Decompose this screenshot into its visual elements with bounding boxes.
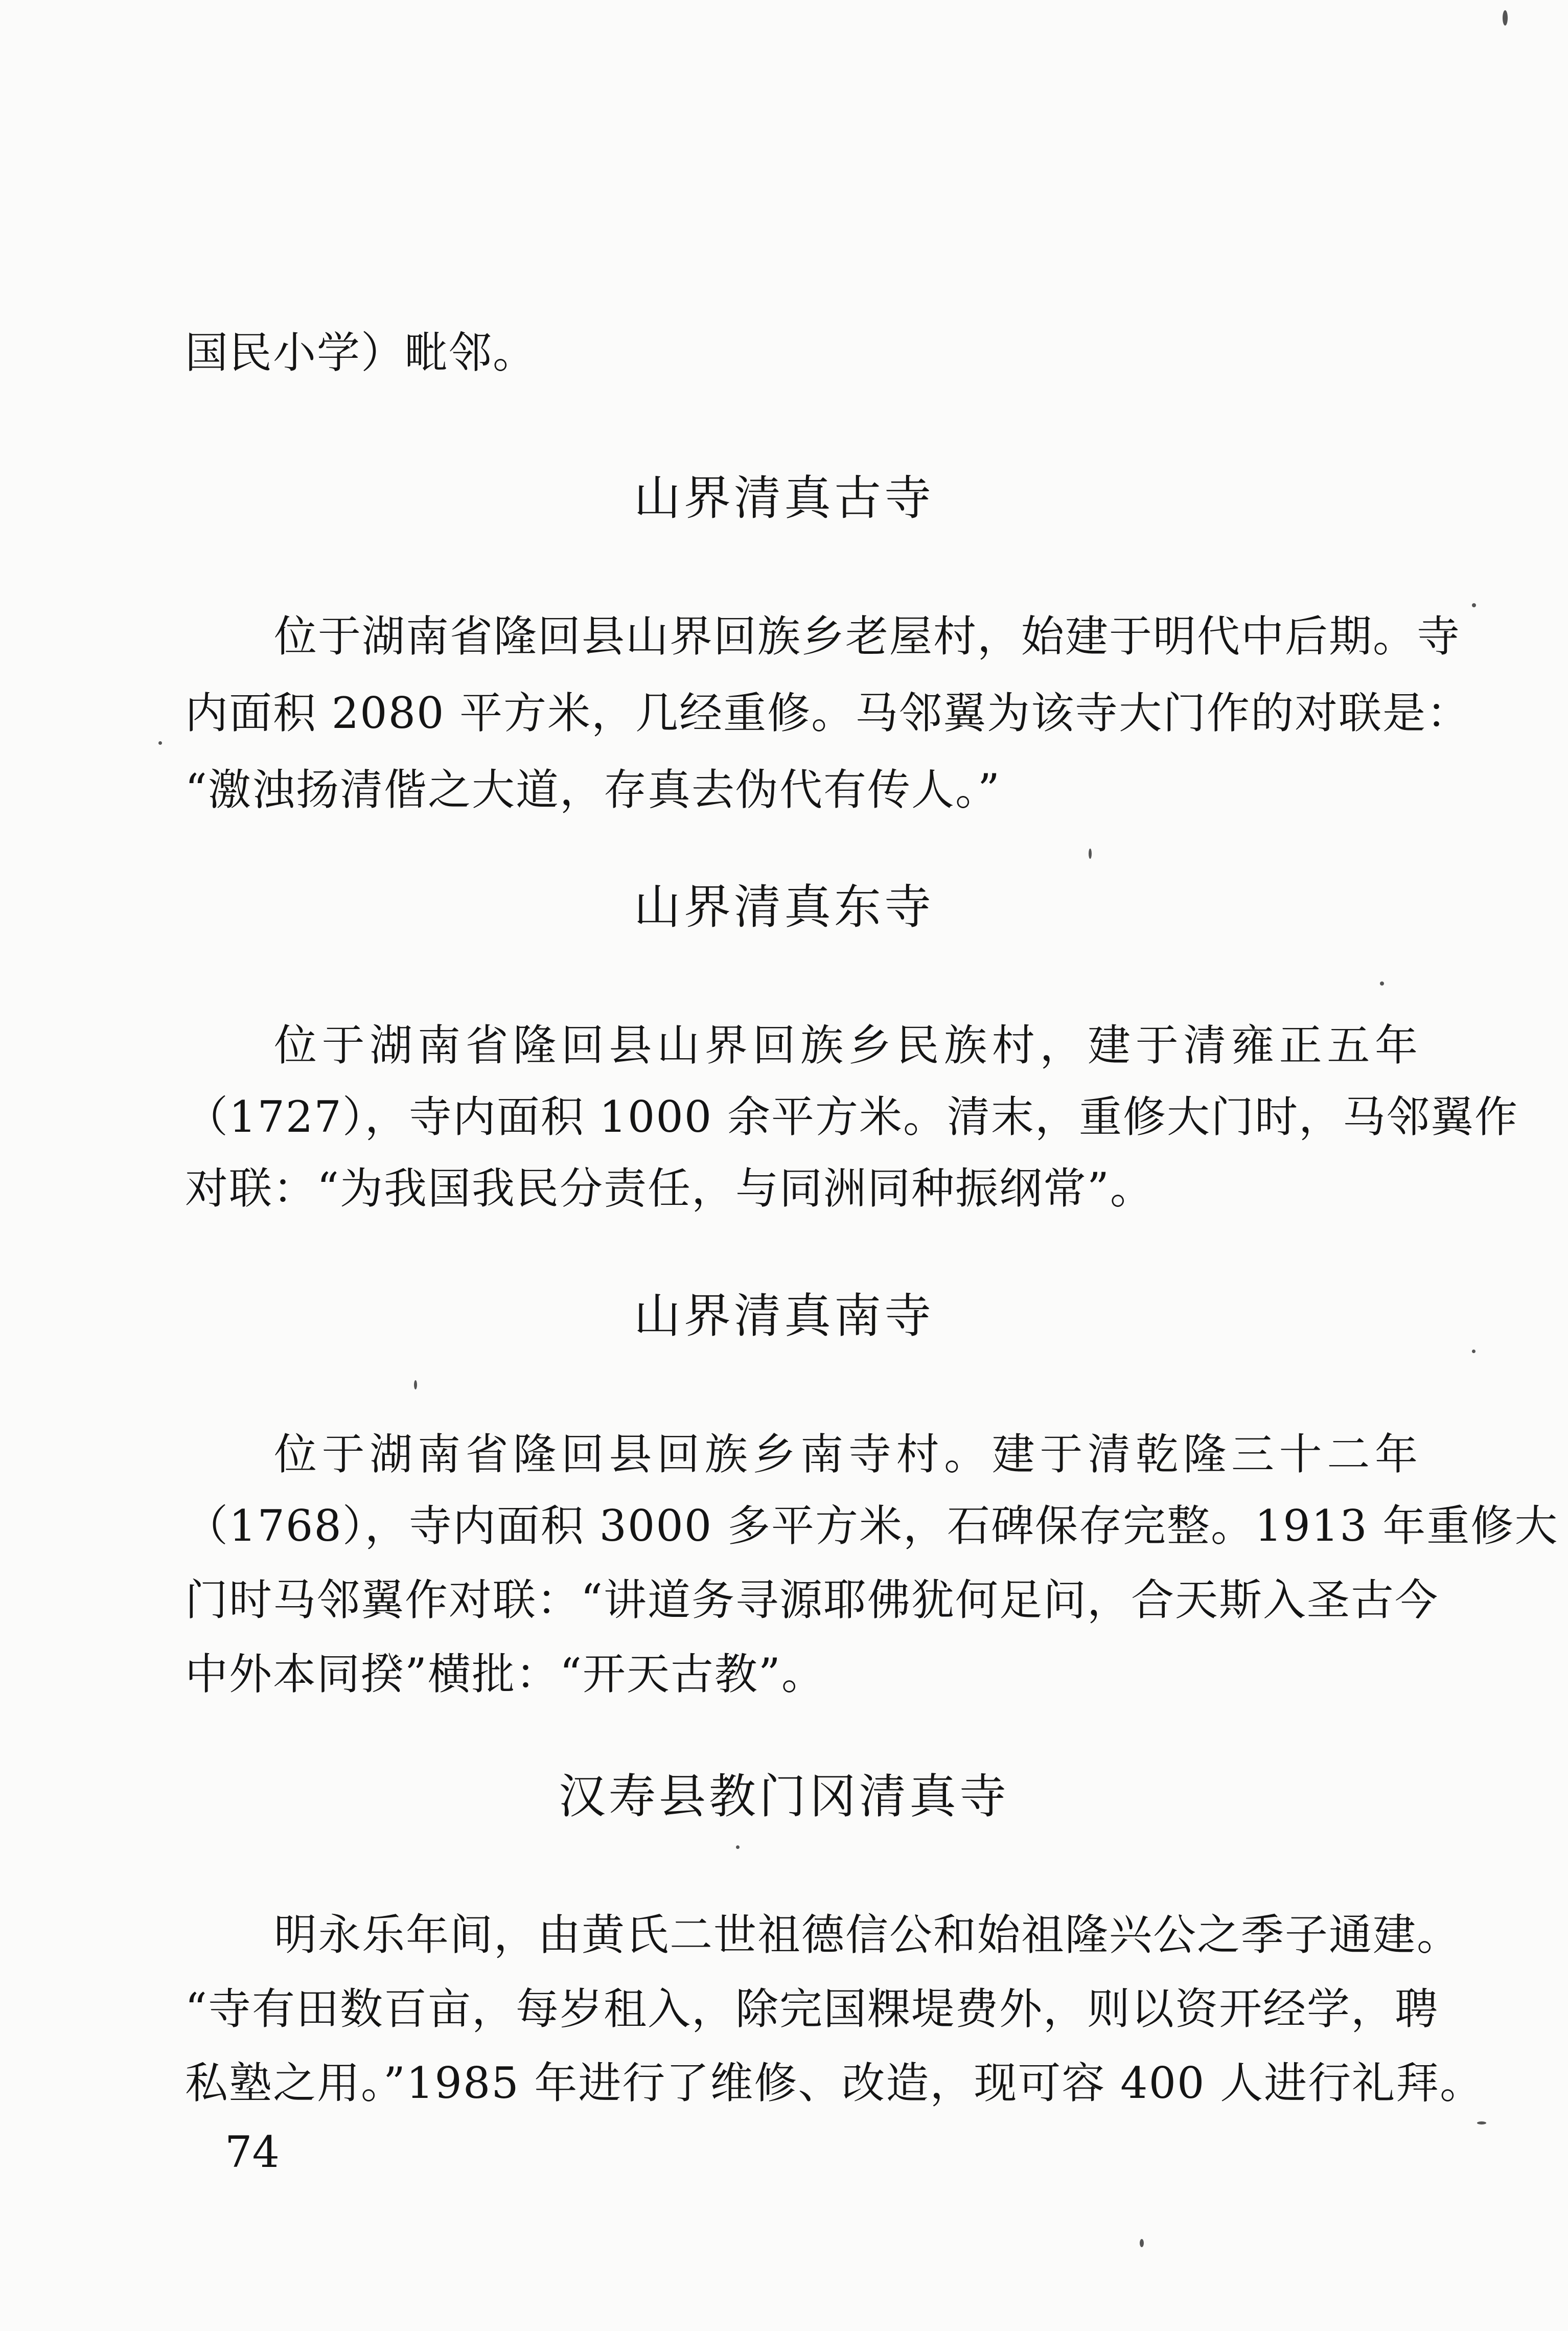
paragraph-line: “寺有田数百亩，每岁租入，除完国粿堤费外，则以资开经学，聘 xyxy=(185,1984,1439,2034)
page-number: 74 xyxy=(225,2127,280,2177)
scan-speck xyxy=(736,1845,740,1849)
section-heading-shanjie-south-mosque: 山界清真南寺 xyxy=(633,1289,934,1343)
scan-speck xyxy=(158,741,162,745)
paragraph-line: （1768），寺内面积 3000 多平方米，石碑保存完整。1913 年重修大 xyxy=(185,1501,1559,1551)
scan-speck xyxy=(1140,2239,1144,2247)
paragraph-line: 对联：“为我国我民分责任，与同洲同种振纲常”。 xyxy=(185,1163,1154,1214)
paragraph-line: 内面积 2080 平方米，几经重修。马邻翼为该寺大门作的对联是： xyxy=(185,688,1471,738)
paragraph-line: 位于湖南省隆回县山界回族乡民族村，建于清雍正五年 xyxy=(274,1020,1419,1070)
section-heading-shanjie-ancient-mosque: 山界清真古寺 xyxy=(633,471,934,525)
paragraph-line: （1727），寺内面积 1000 余平方米。清末，重修大门时，马邻翼作 xyxy=(185,1092,1518,1142)
section-heading-shanjie-east-mosque: 山界清真东寺 xyxy=(633,880,934,934)
scan-speck xyxy=(1472,1350,1475,1353)
scan-speck xyxy=(414,1380,417,1389)
scan-speck xyxy=(1472,603,1476,607)
paragraph-line: 私塾之用。”1985 年进行了维修、改造，现可容 400 人进行礼拜。 xyxy=(185,2058,1484,2108)
scan-speck xyxy=(1380,981,1384,986)
scan-speck xyxy=(1503,10,1508,26)
paragraph-line: 门时马邻翼作对联：“讲道务寻源耶佛犹何足问，合天斯入圣古今 xyxy=(185,1575,1439,1625)
section-heading-hanshou-jiaomengang-mosque: 汉寿县教门冈清真寺 xyxy=(558,1769,1009,1824)
paragraph-line: 位于湖南省隆回县回族乡南寺村。建于清乾隆三十二年 xyxy=(274,1429,1419,1479)
scan-speck xyxy=(1089,849,1092,859)
paragraph-line: 中外本同揆”横批：“开天古教”。 xyxy=(185,1649,825,1699)
scan-speck xyxy=(1477,2121,1486,2124)
paragraph-line: “激浊扬清偕之大道，存真去伪代有传人。” xyxy=(185,765,1001,815)
paragraph-line: 位于湖南省隆回县山界回族乡老屋村，始建于明代中后期。寺 xyxy=(274,611,1461,661)
paragraph-line: 明永乐年间，由黄氏二世祖德信公和始祖隆兴公之季子通建。 xyxy=(274,1910,1461,1960)
intro-line: 国民小学）毗邻。 xyxy=(185,328,537,378)
